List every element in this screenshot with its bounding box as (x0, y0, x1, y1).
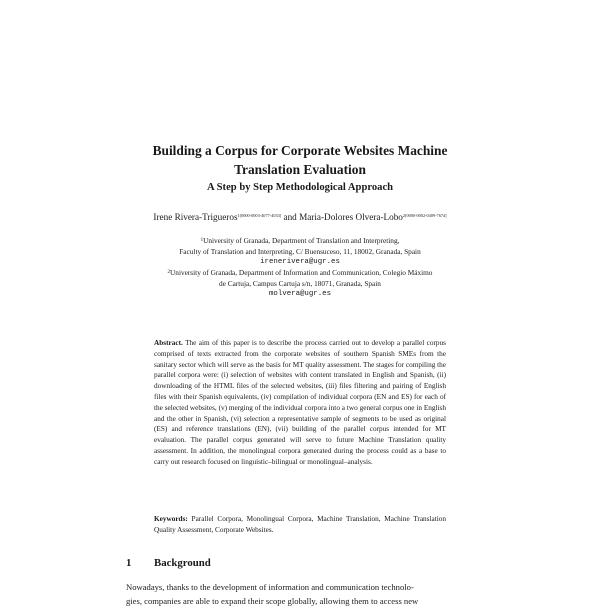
abstract-text: The aim of this paper is to describe the process carried out to develop a parallel corpus comprised of texts extracted from the corporate websites of southern Spanish SMEs from the sanitary sector which will serve as the basis for MT quality assessment. The stages for compiling the parallel corpora were: (i) selection of websites with content translated in English and Spanish, (ii) downloading of the HTML files of the selected websites, (iii) files filtering and pairing of English files with their Spanish equivalents, (iv) compilation of individual corpora (EN and ES) for each of the selected websites, (v) merging of the individual corpora into a two general corpus one in English and the other in Spanish, (vi) selection a representative sample of segments to be used as original (ES) and reference translations (EN), (vii) building of the parallel corpus intended for MT evaluation. The parallel corpus generated will serve to future Machine Translation quality assessment. In addition, the monolingual corpora generated during the process could as a base to carry out research focused on linguistic–bilingual or monolingual–analysis. (154, 339, 446, 466)
author-orcid: 2[0000-0002-0409-7674] (402, 213, 447, 218)
affiliation-line: University of Granada, Department of Information and Communication, Colegio Máximo (170, 268, 433, 277)
author-orcid: 1[0000-0003-4077-4033] (237, 213, 282, 218)
body-paragraph-line: Nowadays, thanks to the development of information and communication technolo- (126, 582, 414, 592)
author-name: Maria-Dolores Olvera-Lobo (299, 212, 403, 222)
affiliation-marker: 1 (200, 238, 204, 243)
section-title: Background (154, 557, 211, 569)
body-paragraph-line: gies, companies are able to expand their scope globally, allowing them to access new (126, 596, 419, 606)
affiliation-1 (100, 236, 500, 268)
author-email[interactable]: irenerivera@ugr.es (260, 258, 340, 267)
section-heading (126, 556, 211, 570)
paper-subtitle: A Step by Step Methodological Approach (206, 182, 394, 193)
title-line-1: Building a Corpus for Corporate Websites Machine (152, 143, 448, 158)
affiliation-line: Faculty of Translation and Interpreting, C/ Buensuceso, 11, 18002, Granada, Spain (179, 246, 421, 256)
section-number: 1 (126, 557, 132, 569)
keywords (154, 514, 446, 536)
affiliation-marker: 2 (167, 270, 171, 275)
author-joiner: and (283, 212, 297, 222)
keywords-text: Parallel Corpora, Monolingual Corpora, Machine Translation, Machine Translation Quality Assessment, Corporate Websites. (154, 515, 446, 534)
author-email[interactable]: molvera@ugr.es (268, 290, 332, 299)
title-line-2: Translation Evaluation (234, 162, 366, 177)
abstract (154, 338, 446, 468)
author-name: Irene Rivera-Trigueros (153, 212, 238, 222)
keywords-label: Keywords: (154, 515, 188, 523)
author-list (100, 210, 500, 224)
affiliation-2 (100, 268, 500, 300)
affiliation-line: de Cartuja, Campus Cartuja s/n, 18071, Granada, Spain (219, 278, 381, 288)
abstract-label: Abstract. (154, 339, 183, 347)
paper-title (100, 141, 500, 179)
affiliation-line: University of Granada, Department of Translation and Interpreting, (203, 236, 400, 245)
